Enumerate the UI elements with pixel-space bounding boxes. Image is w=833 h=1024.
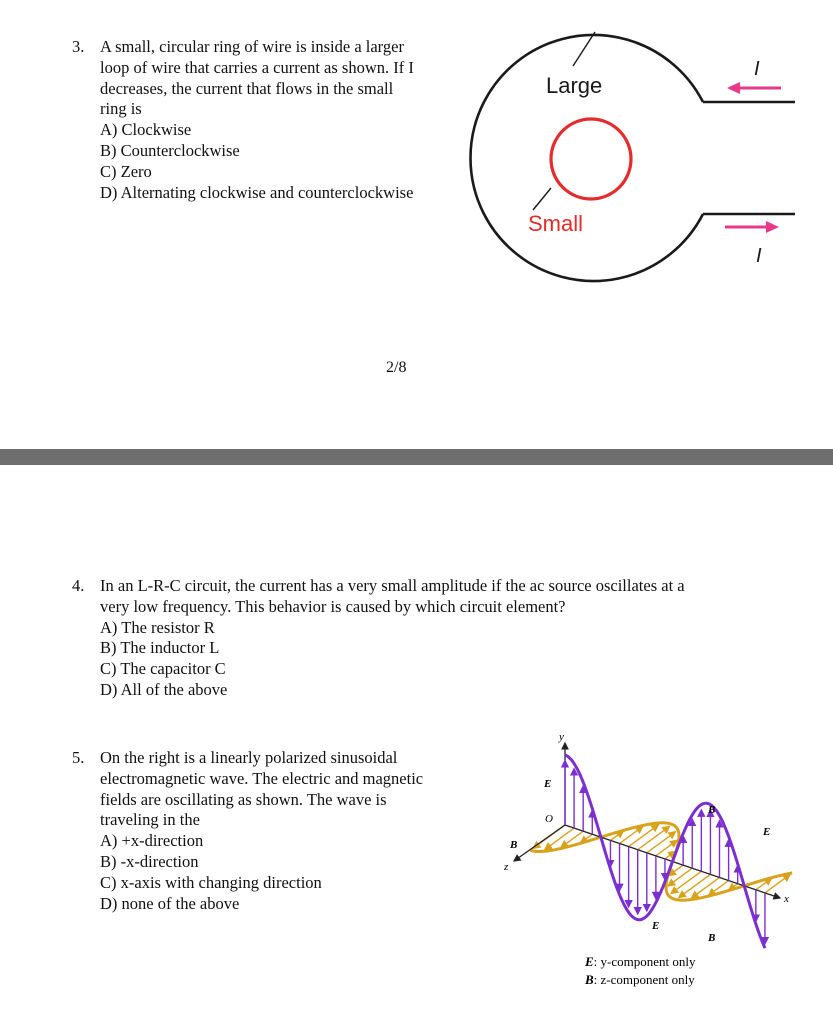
origin-label: O xyxy=(545,813,553,825)
label-E-origin: E xyxy=(544,778,552,790)
question-3-stem-line: decreases, the current that flows in the small xyxy=(100,78,394,98)
page-number: 2/8 xyxy=(386,359,407,376)
question-3-stem-line: ring is xyxy=(100,99,142,119)
small-ring xyxy=(551,119,631,199)
question-4-option-d: D) All of the above xyxy=(100,679,228,699)
question-5-number: 5. xyxy=(72,748,85,767)
question-5-option-d: D) none of the above xyxy=(100,893,240,913)
magnetic-field-vector xyxy=(671,871,701,893)
question-4 xyxy=(72,576,792,706)
label-B-origin: B xyxy=(510,839,518,851)
question-5 xyxy=(72,748,472,918)
z-axis xyxy=(514,825,565,861)
small-label: Small xyxy=(528,211,584,236)
question-4-option-c: C) The capacitor C xyxy=(100,659,226,679)
question-5-body xyxy=(100,748,423,914)
current-label-bottom: I xyxy=(756,245,762,267)
label-E-right: E xyxy=(763,826,771,838)
current-arrow-top-head xyxy=(727,82,740,94)
question-4-stem-line: very low frequency. This behavior is caused by which circuit element? xyxy=(100,596,566,616)
question-3-body xyxy=(100,37,414,203)
question-5-stem-line: On the right is a linearly polarized sinusoidal xyxy=(100,748,398,767)
page-divider xyxy=(0,449,833,465)
magnetic-field-vector xyxy=(638,826,670,849)
question-5-stem-line: fields are oscillating as shown. The wave is xyxy=(100,789,387,809)
legend-E xyxy=(584,954,696,969)
question-3-stem-line: loop of wire that carries a current as shown. If I xyxy=(100,57,414,77)
legend-B-symbol: B xyxy=(585,972,594,987)
label-B-top: B xyxy=(708,804,716,816)
magnetic-field-vector xyxy=(679,874,711,897)
label-B-bottom: B xyxy=(708,932,716,944)
question-5-option-b: B) -x-direction xyxy=(100,851,199,871)
legend-B xyxy=(584,972,695,987)
large-loop xyxy=(470,35,703,281)
magnetic-field-vector xyxy=(668,868,692,886)
label-E-bottom: E xyxy=(652,920,660,932)
legend-E-text: : y-component only xyxy=(593,954,696,969)
question-3 xyxy=(72,37,452,207)
axis-z-label: z xyxy=(504,861,509,873)
question-5-option-a: A) +x-direction xyxy=(100,831,204,851)
magnetic-field-vector xyxy=(647,832,676,853)
question-3-option-c: C) Zero xyxy=(100,161,152,181)
axis-y-label: y xyxy=(559,731,564,743)
question-5-option-c: C) x-axis with changing direction xyxy=(100,872,322,892)
question-5-stem-line: traveling in the xyxy=(100,810,200,830)
question-4-option-b: B) The inductor L xyxy=(100,638,220,658)
question-3-option-d: D) Alternating clockwise and counterclockwise xyxy=(100,182,414,202)
em-wave-figure xyxy=(490,728,810,993)
question-3-option-a: A) Clockwise xyxy=(100,120,192,140)
current-label-top: I xyxy=(754,58,760,80)
legend-E-symbol: E xyxy=(585,954,594,969)
question-5-stem-line: electromagnetic wave. The electric and magnetic xyxy=(100,768,424,788)
small-pointer-line xyxy=(533,188,551,210)
legend-B-text: : z-component only xyxy=(593,972,695,987)
question-4-stem-line: In an L-R-C circuit, the current has a very small amplitude if the ac source oscillates at a xyxy=(100,576,685,595)
question-3-option-b: B) Counterclockwise xyxy=(100,140,240,160)
question-3-number: 3. xyxy=(72,37,85,56)
electric-field-wave xyxy=(565,755,765,948)
question-3-stem-line: A small, circular ring of wire is inside a larger xyxy=(100,37,404,56)
question-4-option-a: A) The resistor R xyxy=(100,617,215,637)
current-arrow-bottom-head xyxy=(766,221,779,233)
axis-x-label: x xyxy=(784,893,789,905)
loop-figure xyxy=(455,20,815,290)
large-label: Large xyxy=(546,73,603,98)
question-4-body xyxy=(100,576,685,701)
question-4-number: 4. xyxy=(72,576,85,595)
